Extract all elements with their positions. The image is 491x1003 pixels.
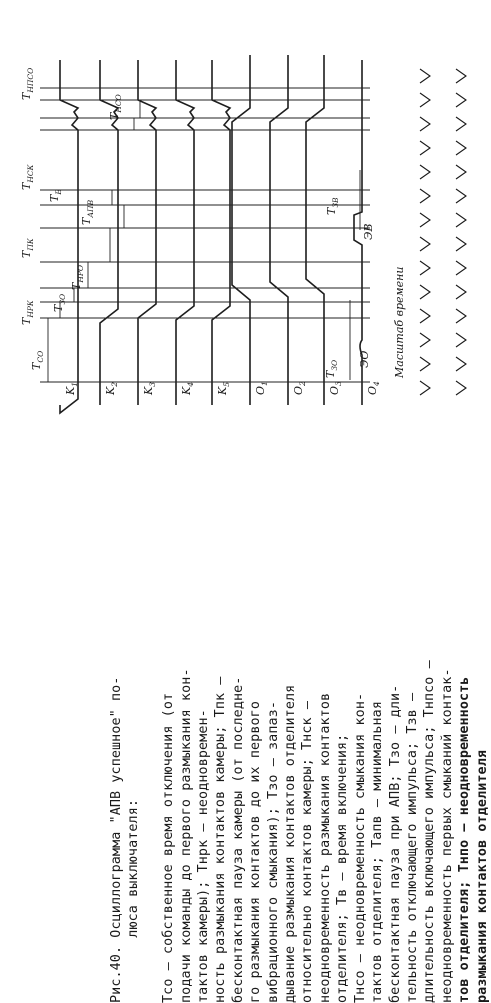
caption-line: отделителя; Tв – время включения; — [335, 733, 351, 1003]
time-scale-mark — [456, 381, 466, 395]
time-scale-mark — [456, 93, 466, 107]
time-interval-label: $T_{СО}$ — [30, 350, 45, 370]
caption-line: тельность отключающего импульса; Tзв – — [404, 692, 420, 1003]
channel-label: $O_1$ — [254, 381, 269, 395]
caption-line: неодновременность размыкания контактов — [317, 692, 333, 1003]
time-interval-label: $T_{НСК}$ — [20, 164, 35, 190]
time-interval-label: $T_{НРК}$ — [20, 300, 35, 325]
time-scale-mark — [456, 357, 466, 371]
caption-line: тактов камеры); Tнрк – неодновремен- — [196, 709, 212, 1003]
channel-label: $O_4$ — [366, 381, 381, 395]
time-scale-mark — [456, 261, 466, 275]
caption-line: вибрационного смыкания); Tзо – запаз- — [265, 701, 281, 1003]
channel-trace — [60, 60, 78, 413]
time-scale-mark — [420, 285, 430, 299]
caption-line: тактов отделителя; Tапв – минимальная — [370, 701, 386, 1003]
caption-line: неодновременность первых смыканий контак- — [439, 668, 455, 1003]
time-interval-label-sub: ЗВ — [331, 197, 340, 208]
channel-trace — [138, 60, 156, 405]
time-interval-label-sub: НПСО — [26, 67, 35, 93]
impulse-label-ev: ЭВ — [362, 223, 375, 240]
time-interval-label-sub: ПК — [26, 238, 35, 251]
time-interval-label: $T_{ЗО}$ — [324, 359, 339, 378]
time-interval-label: $T_{НРО}$ — [70, 264, 85, 290]
time-scale-mark — [420, 69, 430, 83]
time-interval-label-sub: НСК — [26, 164, 35, 183]
channel-label: $K_1$ — [64, 382, 79, 395]
channel-label-sub: 4 — [372, 381, 381, 386]
time-interval-label-sub: НСО — [114, 94, 123, 113]
time-scale-marks — [420, 69, 466, 395]
caption-line: Tсо – собственное время отключения (от — [161, 692, 177, 1003]
time-interval-label-sub: В — [54, 189, 63, 195]
measurement-lines — [40, 88, 370, 382]
caption-line: бесконтактная пауза камеры (от последне- — [230, 676, 246, 1003]
time-scale-mark — [420, 93, 430, 107]
caption-line: люса выключателя: — [126, 798, 142, 1003]
time-scale-mark — [456, 333, 466, 347]
caption-line: бесконтактная пауза при АПВ; Tзо – дли- — [387, 684, 403, 1003]
time-scale-mark — [420, 165, 430, 179]
channel-label: $O_3$ — [328, 381, 343, 395]
time-scale-mark — [420, 333, 430, 347]
time-scale-mark — [420, 381, 430, 395]
channel-label: $K_4$ — [180, 382, 195, 395]
time-scale-label: Масштаб времени — [393, 266, 406, 378]
channel-label-sub: 4 — [186, 382, 195, 387]
channel-label: $K_5$ — [216, 382, 231, 395]
caption-line: размыкания контактов отделителя — [474, 749, 490, 1003]
time-scale-mark — [420, 213, 430, 227]
channel-label: $K_3$ — [142, 382, 157, 395]
caption-line: Tнсо – неодновременность смыкания кон- — [352, 692, 368, 1003]
time-interval-label-sub: АПВ — [86, 199, 95, 218]
time-scale-mark — [456, 189, 466, 203]
time-scale-mark — [420, 309, 430, 323]
time-interval-label-sub: НРК — [26, 300, 35, 318]
time-interval-label: $T_{НСО}$ — [108, 94, 123, 120]
impulse-label-eo: ЭО — [358, 350, 371, 368]
time-interval-label: $T_{ПК}$ — [20, 238, 35, 258]
time-scale-mark — [420, 237, 430, 251]
time-scale-mark — [456, 165, 466, 179]
channel-label-sub: 3 — [148, 382, 157, 387]
caption-line: относительно контактов камеры; Tнск – — [300, 701, 316, 1003]
caption-line: дывание размыкания контактов отделителя — [283, 684, 299, 1003]
time-scale-mark — [456, 141, 466, 155]
channel-labels — [64, 381, 381, 396]
caption-line: Рис.40. Осциллограмма "АПВ успешное" по- — [109, 676, 124, 1003]
channel-trace — [306, 55, 324, 405]
channel-trace — [176, 60, 194, 405]
channel-label-sub: 2 — [298, 381, 307, 386]
time-interval-label-sub: ЗО — [58, 293, 67, 305]
caption-line: ность размыкания контактов камеры; Tпк – — [213, 676, 229, 1003]
channel-label: $K_2$ — [104, 382, 119, 395]
time-scale-mark — [420, 141, 430, 155]
channel-label-sub: 3 — [334, 381, 343, 386]
channel-label: $O_2$ — [292, 381, 307, 395]
time-interval-label-sub: ЗО — [330, 359, 339, 371]
time-labels — [20, 68, 340, 378]
channel-trace — [212, 60, 230, 405]
time-interval-label: $T_В$ — [48, 189, 63, 202]
time-scale-mark — [456, 237, 466, 251]
time-interval-label: $T_{АПВ}$ — [80, 199, 95, 225]
channel-label-sub: 1 — [70, 382, 79, 387]
time-scale-mark — [456, 285, 466, 299]
channel-label-sub: 2 — [110, 382, 119, 387]
time-scale-mark — [456, 309, 466, 323]
time-interval-label-sub: СО — [36, 350, 45, 363]
time-scale-mark — [456, 117, 466, 131]
time-scale-mark — [420, 117, 430, 131]
channel-trace — [232, 55, 250, 405]
caption-line: го размыкания контактов до их первого — [248, 701, 264, 1003]
time-scale-mark — [456, 213, 466, 227]
caption-line: длительность включающего импульса; Tнпсо – — [422, 660, 438, 1003]
channel-trace — [270, 55, 288, 405]
caption-line: подачи команды до первого размыкания кон- — [178, 668, 194, 1003]
time-interval-label: $T_{НПСО}$ — [20, 67, 35, 100]
channel-label-sub: 1 — [260, 381, 269, 386]
time-scale-mark — [456, 69, 466, 83]
time-scale-mark — [420, 261, 430, 275]
channel-traces — [60, 55, 362, 413]
time-interval-label: $T_{ЗО}$ — [52, 293, 67, 312]
time-scale-mark — [420, 357, 430, 371]
channel-label-sub: 5 — [222, 382, 231, 387]
time-scale-mark — [420, 189, 430, 203]
time-interval-label: $T_{ЗВ}$ — [325, 197, 340, 215]
time-interval-label-sub: НРО — [76, 264, 85, 283]
caption-line: тов отделителя; Tнпо – неодновременность — [457, 676, 473, 1003]
